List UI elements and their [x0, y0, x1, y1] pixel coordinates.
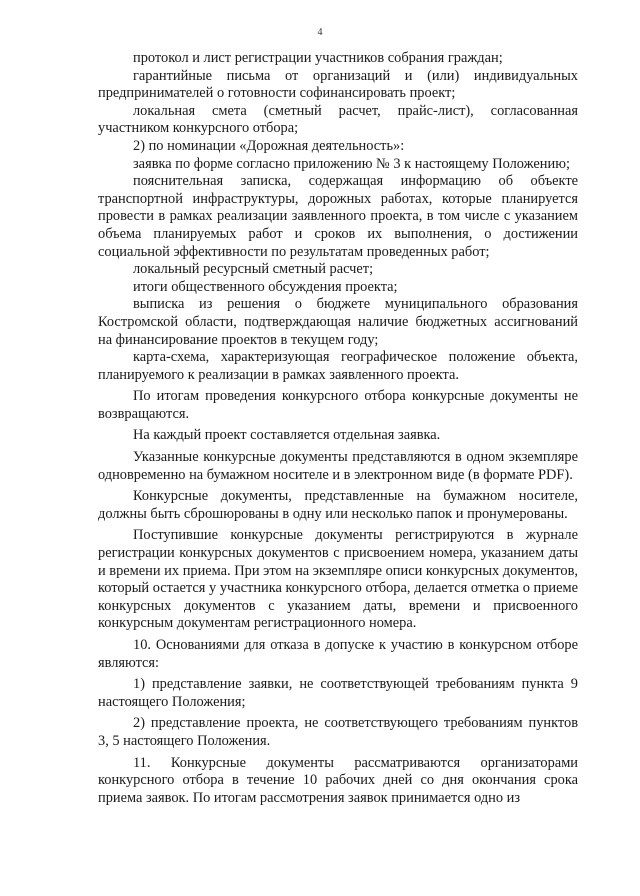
page-number: 4	[317, 27, 323, 38]
paragraph-1: протокол и лист регистрации участников собрания граждан;	[133, 50, 503, 66]
document-body	[98, 50, 578, 807]
paragraph-17: 1) представление заявки, не соответствующей требованиям пункта 9 настоящего Положения;	[98, 676, 578, 710]
paragraph-4: 2) по номинации «Дорожная деятельность»:	[133, 137, 405, 154]
paragraph-5: заявка по форме согласно приложению № 3 к настоящему Положению;	[133, 155, 570, 172]
paragraph-19: 11. Конкурсные документы рассматриваются организаторами конкурсного отбора в течение 10 рабочих дней со дня окончания срока приема заявок. По итогам рассмотрения заявок принимается одно из	[98, 754, 578, 806]
paragraph-12: На каждый проект составляется отдельная заявка.	[133, 427, 441, 444]
paragraph-6: пояснительная записка, содержащая информацию об объекте транспортной инфраструктуры, дорожных работах, которые планируется провести в рамках реализации заявленного проекта, в том числе с указанием объема планируемых работ и сроков их выполнения, о достижении социальной эффективности по результатам проведенных работ;	[98, 173, 578, 260]
paragraph-2: гарантийные письма от организаций и (или) индивидуальных предпринимателей о готовности софинансировать проект;	[98, 67, 578, 102]
paragraph-16: 10. Основаниями для отказа в допуске к участию в конкурсном отборе являются:	[98, 637, 578, 671]
paragraph-7: локальный ресурсный сметный расчет;	[133, 261, 374, 278]
paragraph-9: выписка из решения о бюджете муниципального образования Костромской области, подтверждающая наличие бюджетных ассигнований на финансирование проектов в текущем году;	[98, 296, 578, 348]
paragraph-11: По итогам проведения конкурсного отбора конкурсные документы не возвращаются.	[98, 388, 578, 422]
paragraph-10: карта-схема, характеризующая географическое положение объекта, планируемого к реализации в рамках заявленного проекта.	[98, 349, 578, 383]
paragraph-14: Конкурсные документы, представленные на бумажном носителе, должны быть сброшюрованы в одну или несколько папок и пронумерованы.	[98, 488, 578, 522]
paragraph-18: 2) представление проекта, не соответствующего требованиям пунктов 3, 5 настоящего Положения.	[98, 715, 578, 749]
paragraph-15: Поступившие конкурсные документы регистрируются в журнале регистрации конкурсных документов с присвоением номера, указанием даты и времени их приема. При этом на экземпляре описи конкурсных документов, который остается у участника конкурсного отбора, делается отметка о приеме конкурсных документов с указанием даты, времени и присвоенного конкурсным документам регистрационного номера.	[98, 527, 578, 632]
paragraph-8: итоги общественного обсуждения проекта;	[133, 278, 398, 295]
paragraph-3: локальная смета (сметный расчет, прайс-лист), согласованная участником конкурсного отбора;	[98, 102, 578, 137]
paragraph-13: Указанные конкурсные документы представляются в одном экземпляре одновременно на бумажном носителе и в электронном виде (в формате PDF).	[98, 449, 578, 483]
